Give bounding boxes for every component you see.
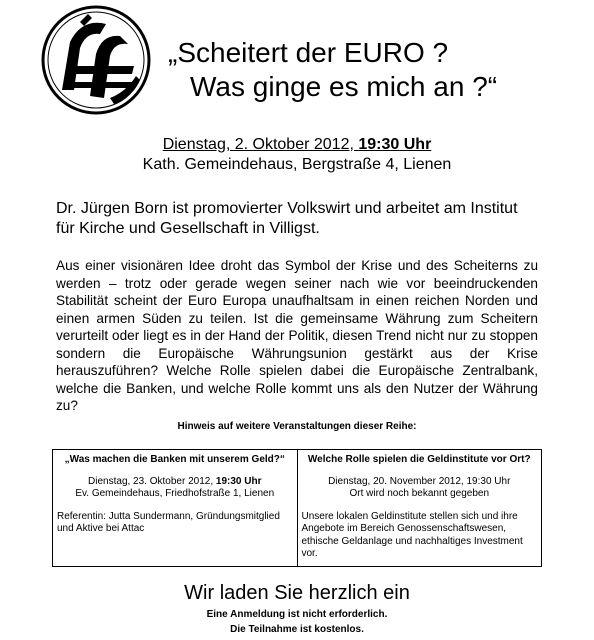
event-2-place: Ort wird noch bekannt gegeben [349, 488, 490, 499]
events-table [52, 449, 542, 567]
event-details [0, 135, 594, 175]
event-2-date: Dienstag, 20. November 2012, 19:30 Uhr [328, 475, 511, 487]
event-1-place: Ev. Gemeindehaus, Friedhofstraße 1, Lienen [75, 488, 275, 499]
speaker-intro: Dr. Jürgen Born ist promovierter Volkswirt und arbeitet am Institut für Kirche und Gesellschaft in Villigst. [56, 200, 518, 237]
event-1-date-line [57, 476, 293, 489]
headline [168, 36, 497, 104]
series-hint: Hinweis auf weitere Veranstaltungen dieser Reihe: [177, 421, 417, 432]
headline-line-1: „Scheitert der EURO ? [168, 37, 449, 68]
event-date-line [0, 135, 594, 155]
event-cell-2 [297, 450, 542, 567]
event-1-description: Referentin: Jutta Sundermann, Gründungsmitglied und Aktive bei Attac [57, 510, 280, 534]
headline-line-2: Was ginge es mich an ?“ [190, 71, 498, 102]
event-1-title: „Was machen die Banken mit unserem Geld?“ [64, 454, 285, 465]
event-2-title: Welche Rolle spielen die Geldinstitute vor Ort? [307, 454, 531, 465]
body-text: Aus einer visionären Idee droht das Symbol der Krise und des Scheiterns zu werden – trotz oder gerade wegen seiner nach wie vor beeindruckenden Stabilität scheint der Euro Europa unaufhaltsam in einen reichen Norden und einen armen Süden zu teilen. Ist die gemeinsame Währung zum Scheitern verurteilt oder liegt es in der Hand der Politik, diesen Trend nicht nur zu stoppen sondern die Europäische Währungsunion gestärkt aus der Krise herauszuführen? Welche Rolle spielen dabei die Europäische Zentralbank, welche die Banken, und welche Rolle kommt uns als den Nutzer der Währung zu? [56, 258, 538, 413]
event-1-time: 19:30 Uhr [215, 475, 262, 487]
event-date: Dienstag, 2. Oktober 2012, [162, 136, 354, 153]
event-cell-1 [53, 450, 298, 567]
event-time: 19:30 Uhr [358, 136, 432, 153]
registration-note: Eine Anmeldung ist nicht erforderlich. [206, 609, 388, 620]
fee-note: Die Teilnahme ist kostenlos. [230, 624, 364, 635]
euro-coin-logo [40, 4, 152, 116]
event-1-date: Dienstag, 23. Oktober 2012, [88, 475, 214, 487]
event-2-description: Unsere lokalen Geldinstitute stellen sich und ihre Angebote im Bereich Genossenschaftswesen, ethische Geldanlage und nachhaltiges Investment vor. [301, 510, 523, 559]
event-location: Kath. Gemeindehaus, Bergstraße 4, Lienen [142, 156, 452, 173]
invitation-heading: Wir laden Sie herzlich ein [184, 582, 410, 604]
